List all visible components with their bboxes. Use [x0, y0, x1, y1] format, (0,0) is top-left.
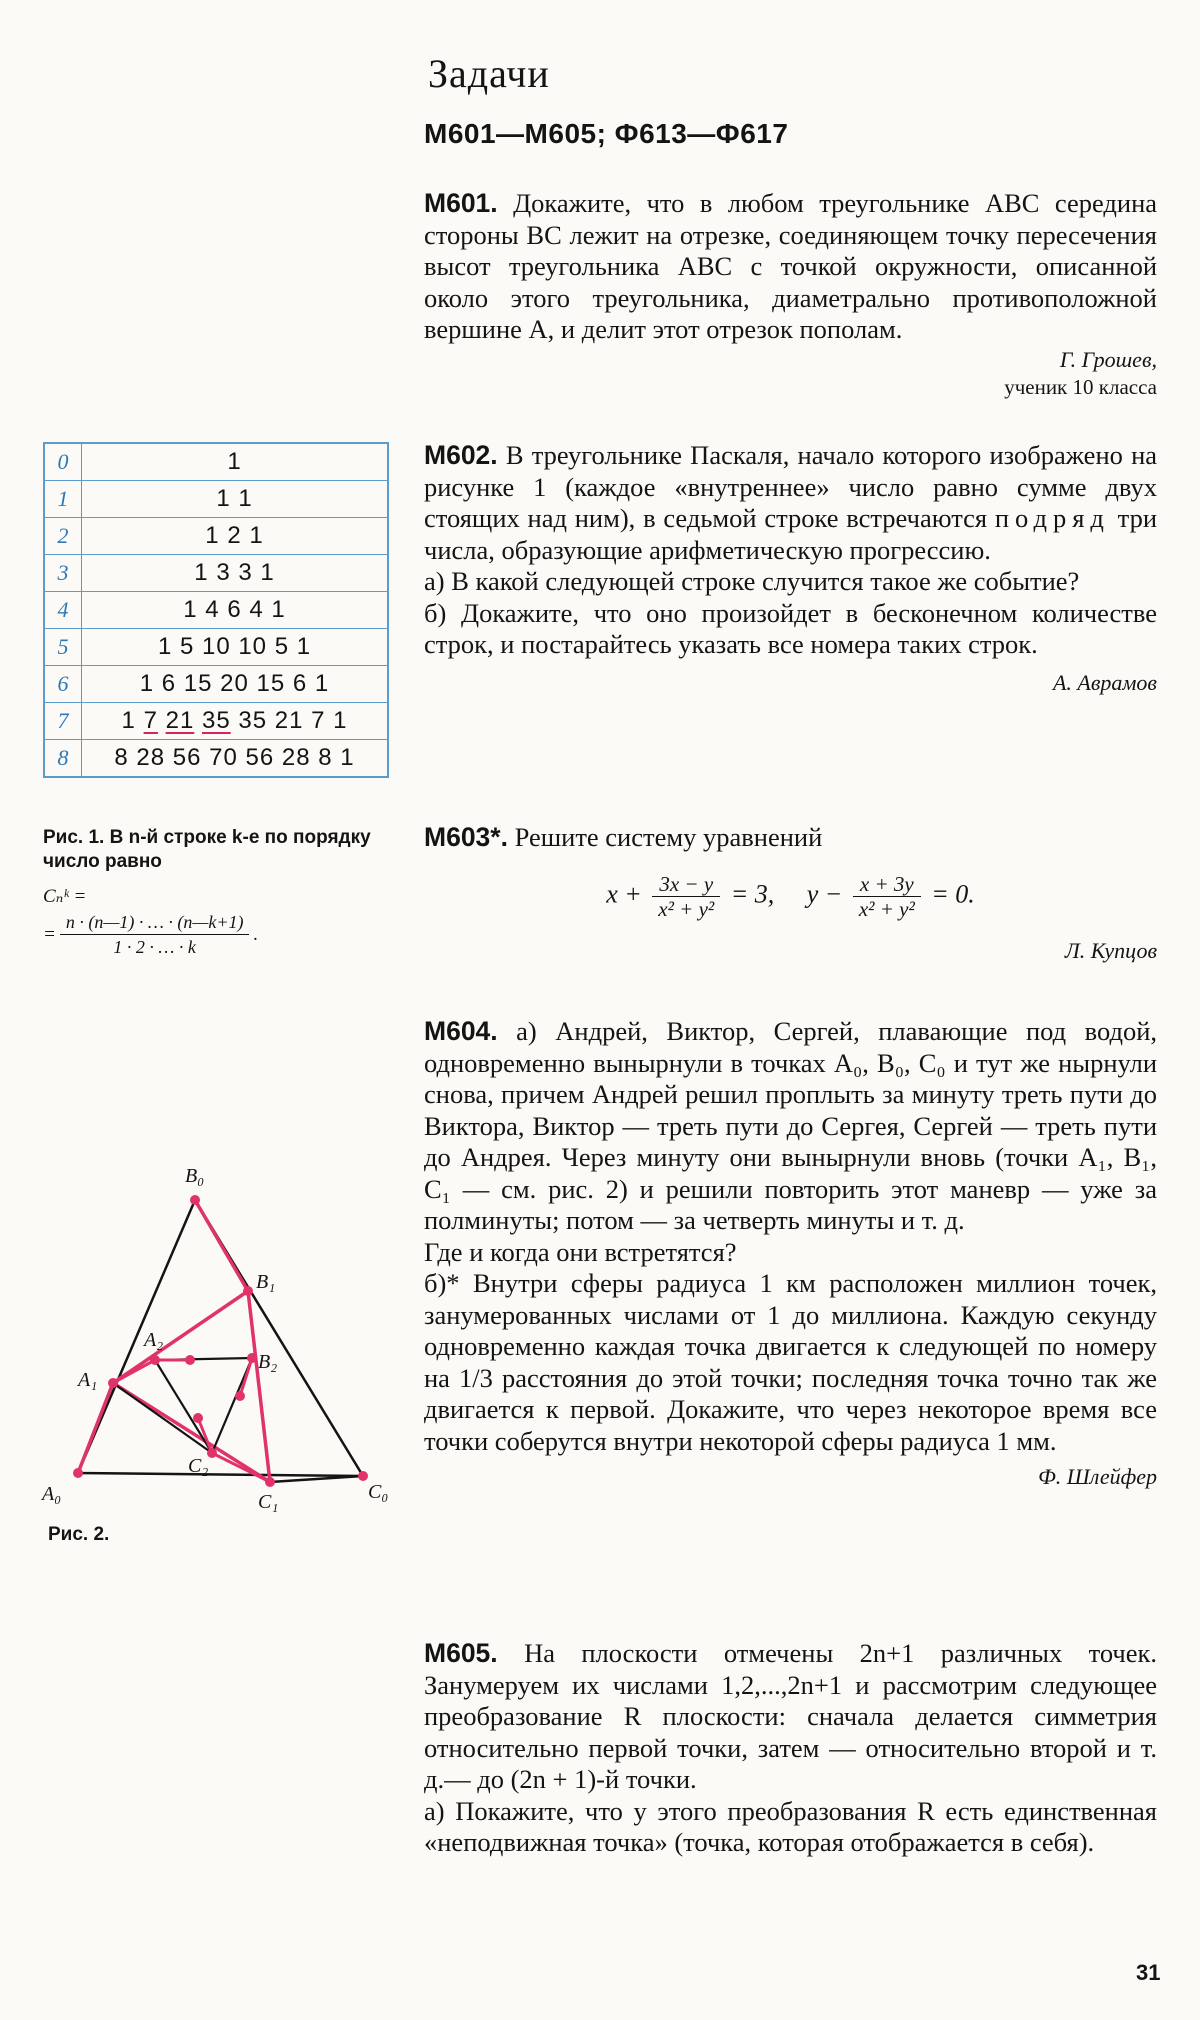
problem-m602: [424, 440, 1157, 697]
problem-text: Докажите, что в любом треугольнике ABC середина стороны BC лежит на отрезке, соединяющем точку пересечения высот треугольника ABC с точкой окружности, описанной около этого треугольника, диаметрально противоположной вершине A, и делит этот отрезок пополам.: [424, 188, 1158, 344]
point-c3: [193, 1413, 203, 1423]
point-a0: [73, 1468, 83, 1478]
part-a-question: Где и когда они встретятся?: [424, 1236, 737, 1267]
table-row: [44, 443, 388, 481]
problem-text: Решите систему уравнений: [514, 822, 823, 852]
table-row: [44, 518, 388, 555]
table-row: [44, 629, 388, 666]
problem-m603: [424, 822, 1157, 965]
problem-range-heading: М601—М605; Ф613—Ф617: [424, 118, 789, 149]
formula-rhs: = $\frac{n \cdot (n—1) \cdot \dots \cdot (n—k+1)}{1 \cdot 2 \cdot \dots \cdot k}$ .: [43, 912, 259, 957]
row-index: 3: [44, 555, 82, 592]
triangle-a2-b2-c2: [155, 1358, 252, 1453]
label-b2: B₂: [258, 1351, 278, 1373]
figure-2-diagram: [40, 1160, 420, 1520]
pascal-triangle-table: [43, 442, 389, 778]
problem-m601: [424, 188, 1157, 400]
author: Л. Купцов: [1064, 937, 1157, 963]
part-a: а) Покажите, что у этого преобразования R есть единственная «неподвижная точка» (точка, которая отображается в себя).: [424, 1795, 1157, 1857]
part-a: а) В какой следующей строке случится такое же событие?: [424, 566, 1080, 596]
label-a0: A₀: [42, 1483, 62, 1505]
progression-value: 35: [201, 707, 231, 734]
part-a: а) Андрей, Виктор, Сергей, плавающие под водой, одновременно вынырнули в точках A₀, B₀, C₀ и тут же нырнули снова, причем Андрей решил проплыть за минуту треть пути до Виктора, Виктор — треть пути до Сергея, Сергей — треть пути до Андрея. Через минуту они вынырнули вновь (точки A₁, B₁, C₁ — см. рис. 2) и решили повторить этот маневр — уже за полминуты; потом — за четверть минуты и т. д.: [424, 1016, 1158, 1235]
row-values: 1 6 15 20 15 6 1: [82, 666, 389, 703]
point-c1: [265, 1477, 275, 1487]
point-a3: [185, 1355, 195, 1365]
part-b: б)* Внутри сферы радиуса 1 км расположен миллион точек, занумерованных числами от 1 до миллиона. Каждую секунду одновременно каждая точка двигается к следующей по номеру на 1/3 расстояния до этой точки; последняя точка точно так же двигается к первой. Докажите, что через некоторое время все точки соберутся внутри некоторой сферы радиуса 1 мм.: [424, 1268, 1157, 1456]
eq2-right: = 0.: [931, 878, 975, 908]
problem-id: М602.: [424, 440, 498, 470]
progression-value: 7: [143, 707, 158, 734]
row-values: 1 1: [82, 481, 389, 518]
row-values: 8 28 56 70 56 28 8 1: [82, 740, 389, 778]
problem-id: М605.: [424, 1638, 498, 1668]
formula-fraction: [60, 910, 250, 959]
path-c1-c2: [212, 1453, 270, 1482]
page-title: Задачи: [428, 51, 550, 96]
point-b3: [235, 1391, 245, 1401]
point-c2: [207, 1448, 217, 1458]
row-values: 1 5 10 10 5 1: [82, 629, 389, 666]
author: Ф. Шлейфер: [1038, 1464, 1157, 1489]
path-b0-b1: [195, 1200, 248, 1291]
row-index: 1: [44, 481, 82, 518]
label-a2: A₂: [144, 1329, 164, 1351]
label-b0: B₀: [185, 1165, 205, 1187]
label-a1: A₁: [78, 1369, 98, 1391]
problem-id: М603*.: [424, 822, 508, 852]
point-b1: [243, 1286, 253, 1296]
label-c0: C₀: [368, 1481, 389, 1503]
problem-id: М601.: [424, 188, 498, 218]
figure-2-caption: Рис. 2.: [48, 1524, 110, 1545]
row-index: 6: [44, 666, 82, 703]
problem-m604: [424, 1016, 1157, 1491]
problem-id: М604.: [424, 1016, 498, 1046]
author: А. Аврамов: [1052, 669, 1157, 695]
label-c1: C₁: [258, 1491, 279, 1513]
row-index: 5: [44, 629, 82, 666]
table-row: [44, 703, 388, 740]
page-number: 31: [1136, 1960, 1161, 1985]
problem-text: На плоскости отмечены 2n+1 различных точек. Занумеруем их числами 1,2,...,2n+1 и рассмотрим следующее преобразование R плоскости: сначала делается симметрия относительно первой точки, затем — относительно второй и т. д.— до (2n + 1)-й точки.: [424, 1638, 1157, 1794]
eq1-left: x +: [606, 878, 642, 908]
binomial-formula: [43, 884, 389, 959]
formula-lhs: Cₙᵏ =: [43, 886, 87, 907]
label-b1: B₁: [256, 1271, 276, 1293]
value: 35 21 7 1: [238, 707, 348, 734]
point-c0: [358, 1471, 368, 1481]
table-row: [44, 666, 388, 703]
emphasis-word: подряд: [994, 503, 1110, 533]
eq2-denominator: x² + y²: [858, 896, 915, 921]
eq1-right: = 3,: [730, 878, 775, 908]
row-index: 4: [44, 592, 82, 629]
row-index: 0: [44, 443, 82, 481]
row-index: 7: [44, 703, 82, 740]
equation-system: [424, 872, 1157, 921]
eq1-numerator: 3x − y: [652, 872, 720, 897]
formula-numerator: n · (n—1) · … · (n—k+1): [60, 910, 250, 935]
row-index: 8: [44, 740, 82, 778]
table-row: [44, 592, 388, 629]
problem-m605: [424, 1638, 1157, 1859]
author: Г. Грошев,: [1059, 346, 1157, 372]
row-index: 2: [44, 518, 82, 555]
row-values: [82, 703, 389, 740]
table-row: [44, 740, 388, 778]
path-c0-c1: [270, 1476, 363, 1482]
row-values: 1 2 1: [82, 518, 389, 555]
formula-denominator: 1 · 2 · … · k: [113, 937, 196, 957]
value: 1: [121, 707, 136, 734]
point-b0: [190, 1195, 200, 1205]
row-values: 1 4 6 4 1: [82, 592, 389, 629]
path-b2-b3: [240, 1358, 252, 1396]
label-c2: C₂: [188, 1455, 209, 1477]
triangle-a1-b1-c1: [113, 1291, 270, 1482]
eq2-left: y −: [806, 878, 843, 908]
point-a2: [150, 1355, 160, 1365]
author-note: ученик 10 класса: [1004, 374, 1157, 399]
path-a0-a1: [78, 1383, 113, 1473]
table-row: [44, 481, 388, 518]
eq1-fraction: [652, 872, 720, 921]
row-values: 1 3 3 1: [82, 555, 389, 592]
eq2-numerator: x + 3y: [853, 872, 921, 897]
row-values: 1: [82, 443, 389, 481]
table-row: [44, 555, 388, 592]
eq2-fraction: [853, 872, 921, 921]
part-b: б) Докажите, что оно произойдет в бесконечном количестве строк, и постарайтесь указать все номера таких строк.: [424, 597, 1157, 659]
point-a1: [108, 1378, 118, 1388]
problem-text: В треугольнике Паскаля, начало которого изображено на рисунке 1 (каждое «внутреннее» число равно сумме двух стоящих над ним), в седьмой строке встречаются: [424, 440, 1158, 533]
eq1-denominator: x² + y²: [658, 896, 715, 921]
progression-value: 21: [165, 707, 195, 734]
problem-text-cont: три числа, образующие арифметическую прогрессию.: [424, 503, 1158, 565]
figure-1-caption: Рис. 1. В n-й строке k-е по порядку число равно: [43, 827, 371, 872]
path-a1-a2: [113, 1360, 155, 1383]
point-b2: [247, 1353, 257, 1363]
